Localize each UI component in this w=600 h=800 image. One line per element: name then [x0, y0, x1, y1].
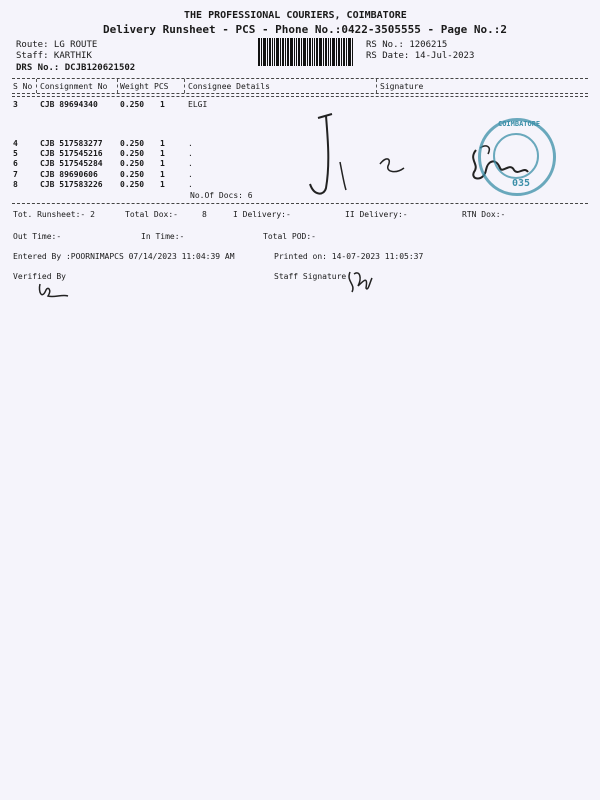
header-consignee: Consignee Details	[188, 82, 270, 91]
staff-signature-label: Staff Signature	[274, 272, 347, 281]
col-divider	[184, 79, 185, 93]
row-consignment: CJB 517545284	[40, 159, 103, 168]
row-weight: 0.250	[120, 149, 145, 158]
table-top-rule	[12, 78, 588, 79]
hand-j-mark	[300, 110, 360, 200]
col-divider	[376, 79, 377, 93]
row-consignee: ELGI	[188, 100, 208, 109]
tot-runsheet: Tot. Runsheet:- 2	[13, 210, 95, 219]
stamp-top-text: COIMBATORE	[498, 120, 541, 128]
verified-by: Verified By	[13, 272, 66, 281]
row-pcs: 1	[160, 139, 165, 148]
drs-number: DRS No.: DCJB120621502	[16, 63, 136, 73]
rs-number: RS No.: 1206215	[366, 40, 448, 50]
row-consignment: CJB 517545216	[40, 149, 103, 158]
header-weight: Weight	[120, 82, 149, 91]
row-consignee: .	[188, 139, 193, 148]
row-consignee: .	[188, 159, 193, 168]
no-of-docs: No.Of Docs: 6	[190, 191, 253, 200]
row-consignment: CJB 89694340	[40, 100, 98, 109]
row-consignee: .	[188, 170, 193, 179]
rtn-dox: RTN Dox:-	[462, 210, 506, 219]
barcode	[258, 38, 358, 66]
row-sno: 6	[13, 159, 18, 168]
staff-label: Staff: KARTHIK	[16, 51, 92, 61]
row-weight: 0.250	[120, 170, 145, 179]
row-weight: 0.250	[120, 139, 145, 148]
total-dox-label: Total Dox:-	[125, 210, 178, 219]
row-pcs: 1	[160, 180, 165, 189]
row-consignee: .	[188, 149, 193, 158]
out-time: Out Time:-	[13, 232, 62, 241]
total-pod: Total POD:-	[263, 232, 316, 241]
row-consignment: CJB 89690606	[40, 170, 98, 179]
runsheet-subtitle: Delivery Runsheet - PCS - Phone No.:0422-3505555 - Page No.:2	[103, 23, 507, 36]
table-bottom-rule	[12, 203, 588, 204]
row-weight: 0.250	[120, 100, 145, 109]
verifier-signature	[36, 282, 70, 302]
header-sno: S No	[13, 82, 33, 91]
ii-delivery: II Delivery:-	[345, 210, 408, 219]
stamp-bottom-text: 035	[512, 178, 531, 189]
header-pcs: PCS	[154, 82, 169, 91]
table-header-rule-2	[12, 96, 588, 97]
total-dox-value: 8	[202, 210, 207, 219]
hand-tick-mark	[378, 152, 408, 178]
row-sno: 8	[13, 180, 18, 189]
row-sno: 7	[13, 170, 18, 179]
i-delivery: I Delivery:-	[233, 210, 291, 219]
row-consignment: CJB 517583226	[40, 180, 103, 189]
row-pcs: 1	[160, 149, 165, 158]
entered-by: Entered By :POORNIMAPCS 07/14/2023 11:04:39 AM	[13, 252, 235, 261]
row-weight: 0.250	[120, 159, 145, 168]
row-sno: 3	[13, 100, 18, 109]
row-pcs: 1	[160, 159, 165, 168]
staff-signature-mark	[344, 268, 374, 296]
header-consignment: Consignment No	[40, 82, 108, 91]
col-divider	[36, 79, 37, 93]
route-label: Route: LG ROUTE	[16, 40, 98, 50]
col-divider	[117, 79, 118, 93]
row-consignee: .	[188, 180, 193, 189]
row-weight: 0.250	[120, 180, 145, 189]
in-time: In Time:-	[141, 232, 185, 241]
row-sno: 5	[13, 149, 18, 158]
row-sno: 4	[13, 139, 18, 148]
row-pcs: 1	[160, 170, 165, 179]
row-pcs: 1	[160, 100, 165, 109]
header-signature: Signature	[380, 82, 424, 91]
table-header-rule	[12, 93, 588, 94]
rs-date: RS Date: 14-Jul-2023	[366, 51, 475, 61]
printed-on: Printed on: 14-07-2023 11:05:37	[274, 252, 424, 261]
company-title: THE PROFESSIONAL COURIERS, COIMBATORE	[184, 10, 407, 21]
row-consignment: CJB 517583277	[40, 139, 103, 148]
